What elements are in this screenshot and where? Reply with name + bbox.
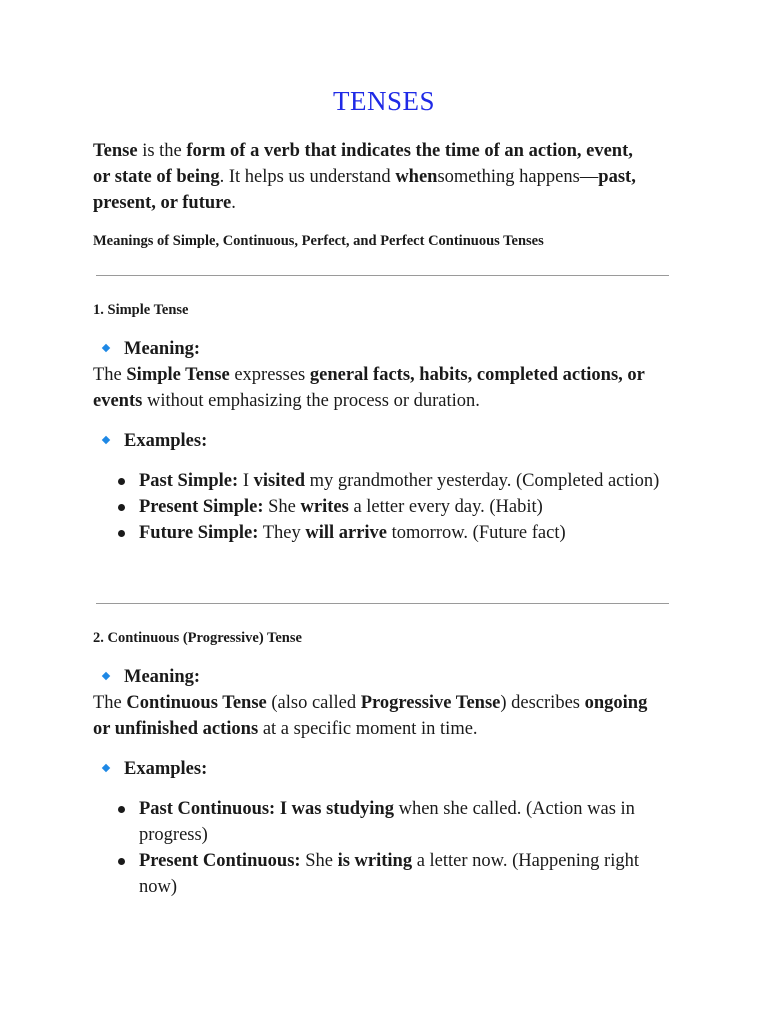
intro-paragraph <box>93 138 653 216</box>
intro-times: past, present, or future <box>93 167 636 213</box>
intro-text: something happens— <box>437 167 599 187</box>
bullet-dot-icon <box>118 530 125 537</box>
meaning-paragraph-simple: The Simple Tense expresses general facts, habits, completed actions, or events without emphasizing the process or duration. <box>93 365 645 411</box>
meaning-label: Meaning: <box>100 664 200 690</box>
intro-text: . <box>231 193 236 213</box>
divider <box>96 603 669 604</box>
list-item: Past Simple: I visited my grandmother yesterday. (Completed action) <box>117 468 673 494</box>
page-title: TENSES <box>332 86 435 116</box>
intro-text: is the <box>137 141 187 161</box>
section-heading-continuous: 2. Continuous (Progressive) Tense <box>93 630 302 646</box>
diamond-bullet-icon <box>102 764 110 772</box>
intro-definition: form of a verb that indicates the time of an action, event, or state of being <box>93 141 633 187</box>
examples-list-continuous <box>117 796 673 900</box>
meaning-paragraph-continuous: The Continuous Tense (also called Progressive Tense) describes ongoing or unfinished actions at a specific moment in time. <box>93 693 648 739</box>
diamond-bullet-icon <box>102 344 110 352</box>
list-item: Present Simple: She writes a letter every day. (Habit) <box>117 494 673 520</box>
meanings-heading: Meanings of Simple, Continuous, Perfect, and Perfect Continuous Tenses <box>93 233 544 249</box>
examples-label: Examples: <box>100 428 207 454</box>
bullet-dot-icon <box>118 504 125 511</box>
divider <box>96 275 669 276</box>
diamond-bullet-icon <box>102 436 110 444</box>
meaning-label: Meaning: <box>100 336 200 362</box>
section-heading-simple: 1. Simple Tense <box>93 302 189 318</box>
bullet-dot-icon <box>118 478 125 485</box>
bullet-dot-icon <box>118 806 125 813</box>
list-item: Past Continuous: I was studying when she called. (Action was in progress) <box>117 796 673 848</box>
intro-when: when <box>395 167 438 187</box>
list-item: Present Continuous: She is writing a letter now. (Happening right now) <box>117 848 673 900</box>
bullet-dot-icon <box>118 858 125 865</box>
examples-label: Examples: <box>100 756 207 782</box>
list-item: Future Simple: They will arrive tomorrow. (Future fact) <box>117 520 673 546</box>
diamond-bullet-icon <box>102 672 110 680</box>
term-tense: Tense <box>93 141 138 161</box>
examples-list-simple <box>117 468 673 546</box>
intro-text: . It helps us understand <box>219 167 396 187</box>
